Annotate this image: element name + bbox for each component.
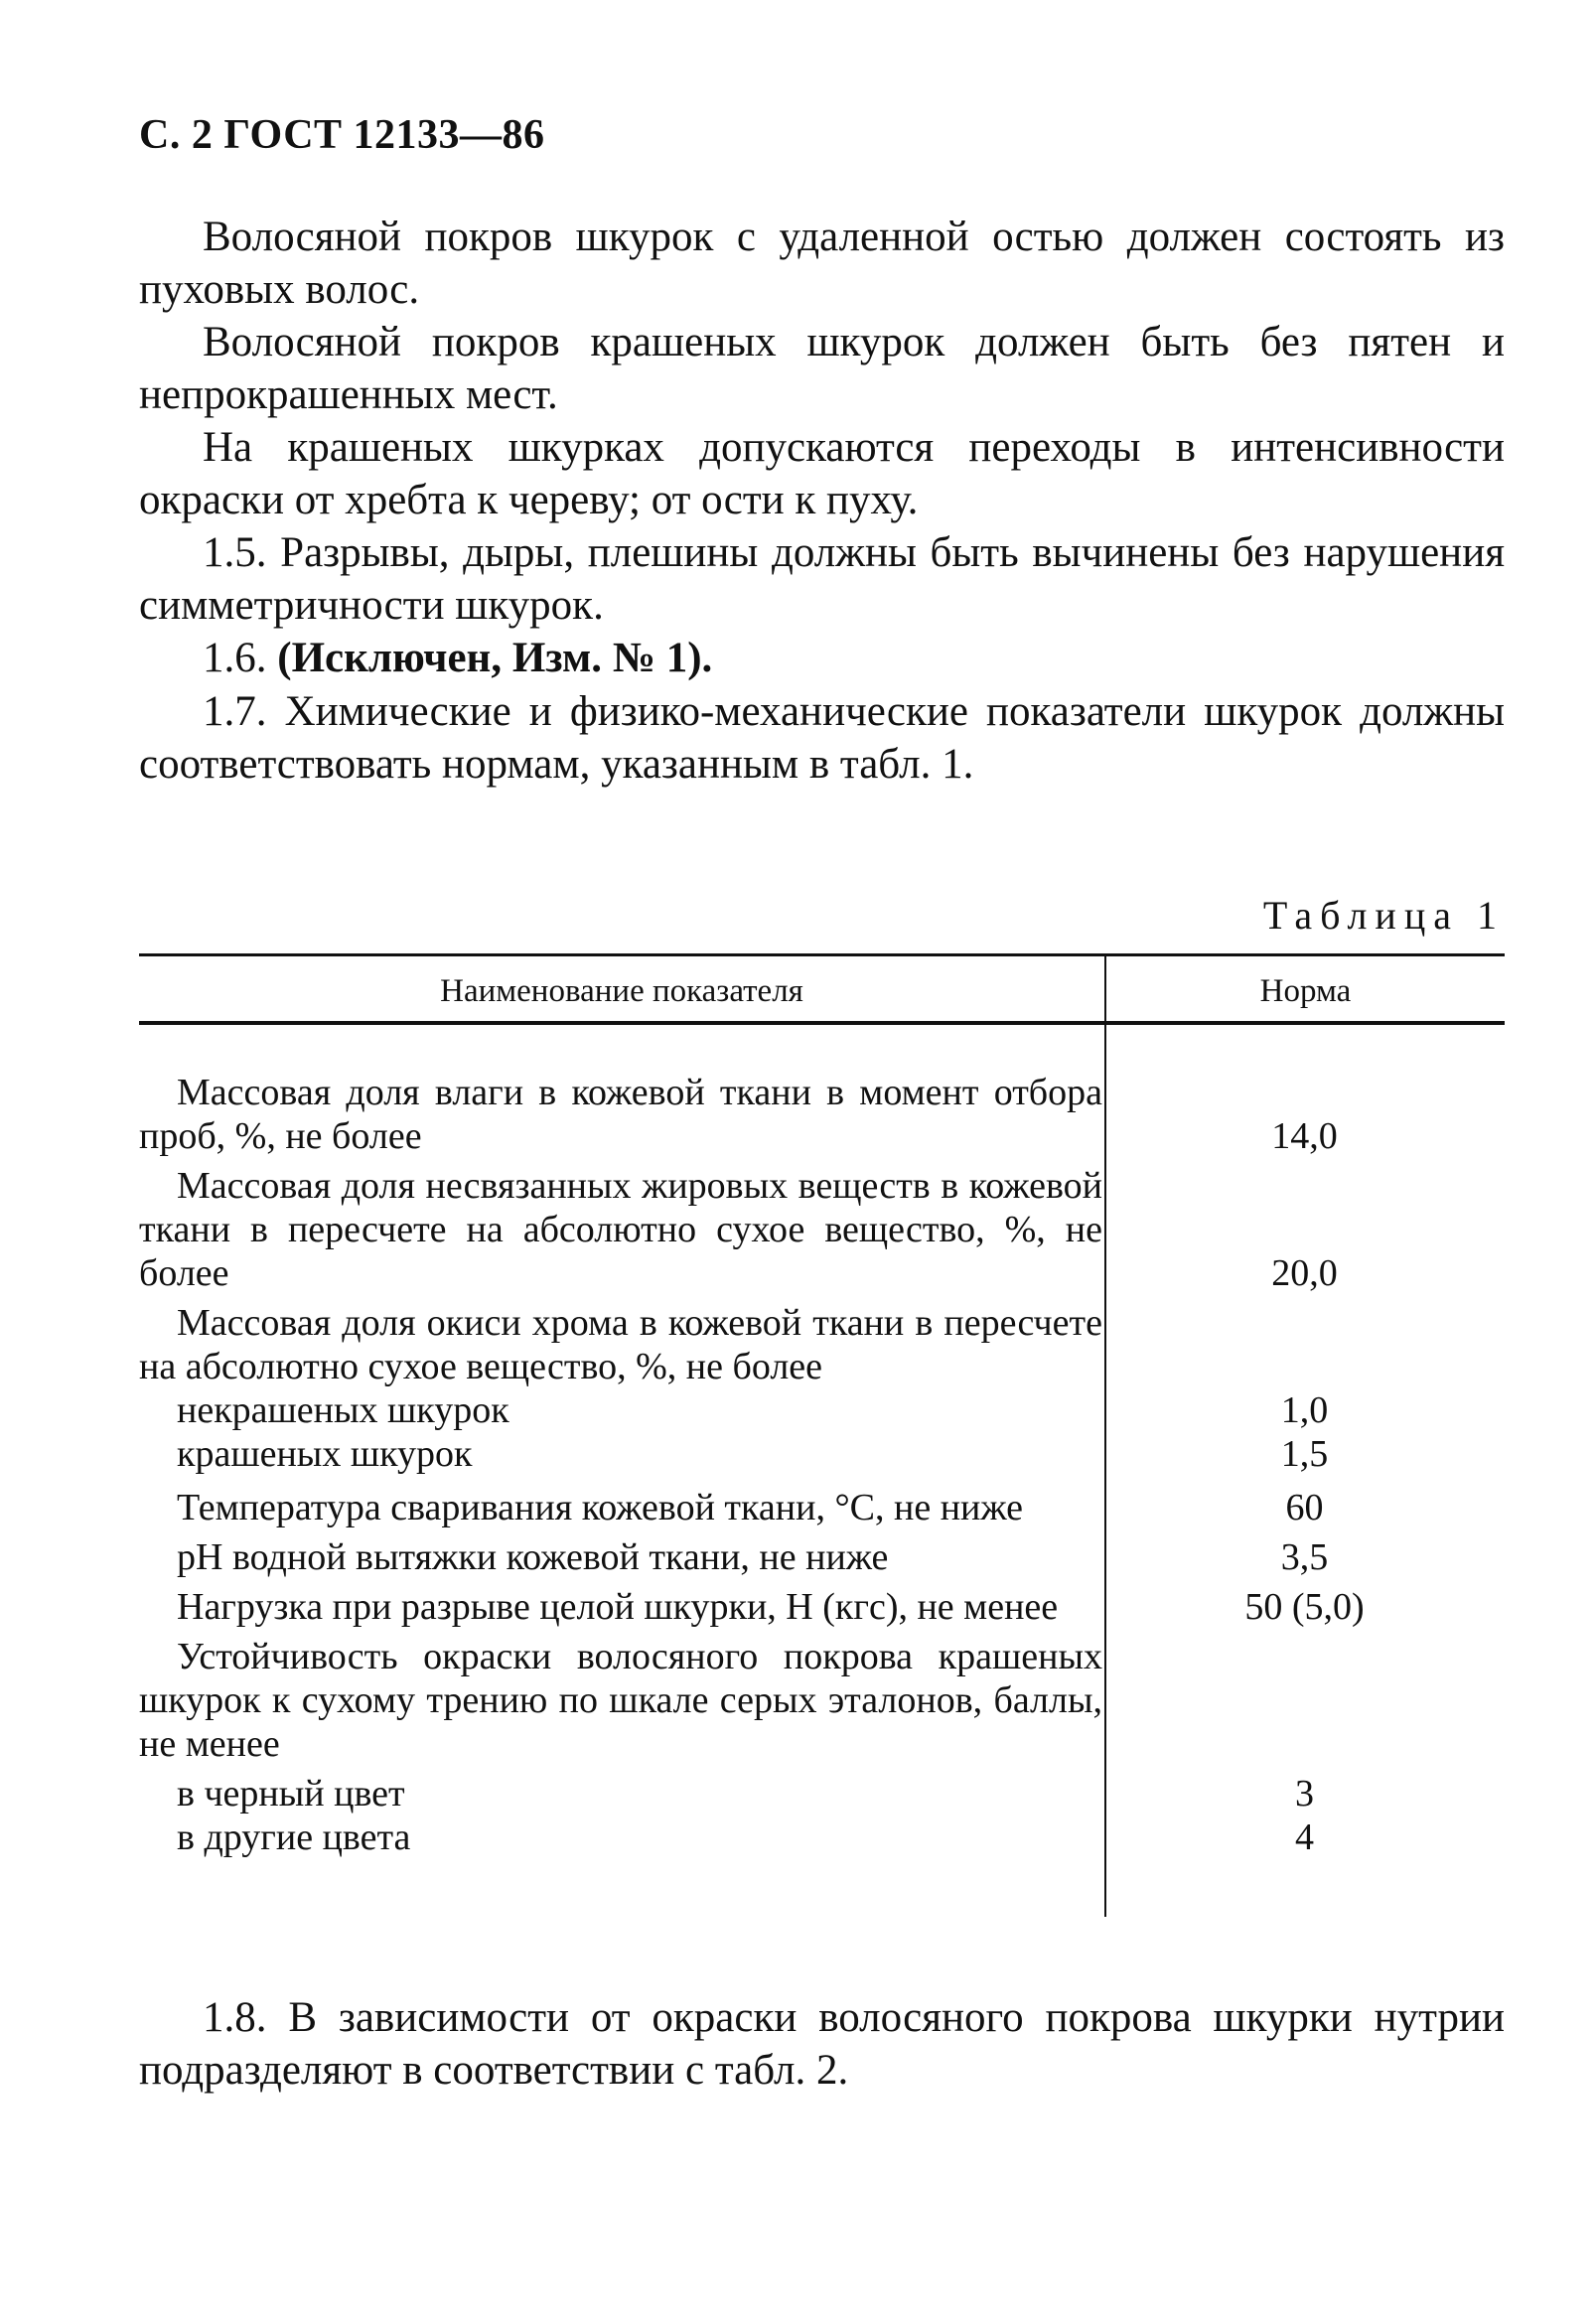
table-row: [139, 1816, 1505, 1859]
cell-indicator-name: [139, 1388, 1104, 1432]
header-indicator-name: Наименование показателя: [440, 973, 803, 1009]
cell-indicator-text: Нагрузка при разрыве целой шкурки, Н (кгс), не менее: [177, 1586, 1059, 1628]
cell-indicator-text: Массовая доля несвязанных жировых веществ в кожевой ткани в пересчете на абсолютно сухое вещество, %, не более: [139, 1165, 1102, 1294]
cell-indicator-name: [139, 1585, 1104, 1629]
table-row: [139, 1585, 1505, 1629]
cell-indicator-name: [139, 1071, 1104, 1158]
table-row: [139, 1535, 1505, 1579]
cell-norm: 14,0: [1271, 1115, 1338, 1157]
cell-indicator-text: Устойчивость окраски волосяного покрова крашеных шкурок к сухому трению по шкале серых эталонов, баллы, не менее: [139, 1636, 1102, 1765]
cell-norm: 4: [1295, 1816, 1314, 1858]
cell-indicator-text: Массовая доля влаги в кожевой ткани в момент отбора проб, %, не более: [139, 1072, 1102, 1157]
cell-indicator-text: Массовая доля окиси хрома в кожевой ткани в пересчете на абсолютно сухое вещество, %, не более: [139, 1302, 1102, 1387]
cell-norm: [1104, 1635, 1505, 1766]
cell-indicator-text: Температура сваривания кожевой ткани, °С, не ниже: [177, 1487, 1023, 1528]
table-row: [139, 1301, 1505, 1388]
cell-indicator-name: [139, 1635, 1104, 1766]
cell-norm: 50 (5,0): [1244, 1586, 1365, 1628]
header-norm: Норма: [1259, 973, 1352, 1009]
paragraph-color-transitions: На крашеных шкурках допускаются переходы в интенсивности окраски от хребта к череву; от ости к пуху.: [139, 424, 1505, 523]
cell-norm: 3,5: [1280, 1536, 1329, 1578]
table-row: [139, 1432, 1505, 1476]
table-1: [139, 953, 1505, 1917]
table-top-rule: [139, 953, 1505, 956]
paragraph-dyed-hair-cover: Волосяной покров крашеных шкурок должен быть без пятен и непрокрашенных мест.: [139, 319, 1505, 418]
paragraph-item-1-6: [139, 632, 1505, 684]
cell-indicator-name: [139, 1164, 1104, 1295]
cell-indicator-name: [139, 1301, 1104, 1388]
cell-norm: 3: [1295, 1773, 1314, 1815]
cell-norm: 60: [1285, 1487, 1324, 1528]
paragraph-item-1-5: 1.5. Разрывы, дыры, плешины должны быть вычинены без нарушения симметричности шкурок.: [139, 529, 1505, 629]
table-row: [139, 1164, 1505, 1295]
table-row: [139, 1071, 1505, 1158]
cell-indicator-name: [139, 1772, 1104, 1816]
page-header: С. 2 ГОСТ 12133—86: [139, 112, 545, 158]
table-header-rule: [139, 1021, 1505, 1025]
cell-indicator-text: некрашеных шкурок: [177, 1389, 509, 1431]
cell-norm: 1,5: [1280, 1433, 1329, 1475]
cell-indicator-text: в другие цвета: [177, 1816, 411, 1858]
cell-indicator-text: в черный цвет: [177, 1773, 405, 1815]
cell-indicator-text: крашеных шкурок: [177, 1433, 473, 1475]
item-1-6-number: 1.6.: [203, 635, 267, 681]
table-row: [139, 1388, 1505, 1432]
table-row: [139, 1772, 1505, 1816]
cell-indicator-name: [139, 1535, 1104, 1579]
table-caption: Таблица 1: [1262, 893, 1505, 938]
table-row: [139, 1486, 1505, 1529]
cell-norm: [1104, 1301, 1505, 1388]
cell-indicator-name: [139, 1816, 1104, 1859]
table-row: [139, 1635, 1505, 1766]
cell-norm: 20,0: [1271, 1252, 1338, 1294]
paragraph-item-1-8: 1.8. В зависимости от окраски волосяного покрова шкурки нутрии подразделяют в соответствии с табл. 2.: [139, 1994, 1505, 2094]
paragraph-item-1-7: 1.7. Химические и физико-механические показатели шкурок должны соответствовать нормам, указанным в табл. 1.: [139, 688, 1505, 788]
cell-norm: 1,0: [1280, 1389, 1329, 1431]
cell-indicator-name: [139, 1432, 1104, 1476]
paragraph-hair-cover-removed-guard: Волосяной покров шкурок с удаленной остью должен состоять из пуховых волос.: [139, 214, 1505, 313]
cell-indicator-name: [139, 1486, 1104, 1529]
table-body: [139, 1071, 1505, 1859]
cell-indicator-text: pH водной вытяжки кожевой ткани, не ниже: [177, 1536, 889, 1578]
item-1-6-excluded-note: (Исключен, Изм. № 1).: [277, 635, 713, 681]
